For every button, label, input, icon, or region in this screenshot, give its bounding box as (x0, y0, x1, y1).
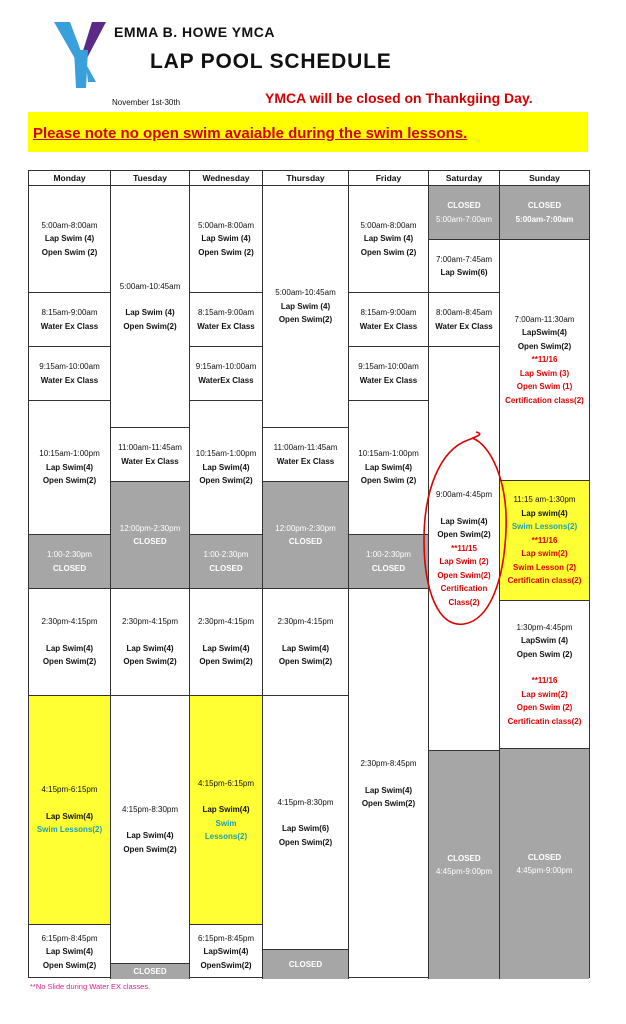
schedule-cell: 7:00am-7:45am Lap Swim(6) (429, 240, 499, 293)
schedule-cell: 2:30pm-8:45pm Lap Swim(4) Open Swim(2) (360, 759, 417, 809)
schedule-cell: 10:15am-1:00pm Lap Swim(4) Open Swim (2) (349, 401, 428, 535)
day-header-thursday: Thursday (263, 171, 348, 186)
schedule-cell: 1:30pm-4:45pm LapSwim (4) Open Swim (2) **11/16 Lap swim(2) Open Swim (2) Certificatin class(2) (500, 601, 589, 749)
schedule-cell: 4:15pm-8:30pm Lap Swim(4) Open Swim(2) (111, 696, 189, 964)
swim-lessons-cell: 11:15 am-1:30pm Lap swim(4) Swim Lessons(2) **11/16 Lap swim(2) Swim Lesson (2) Certificatin class(2) (500, 481, 589, 601)
schedule-cell: 2:30pm-4:15pm Lap Swim(4) Open Swim(2) (190, 589, 262, 696)
closed-cell: CLOSED 4:45pm-9:00pm (429, 751, 499, 979)
column-friday (349, 171, 429, 979)
day-header-friday: Friday (349, 171, 428, 186)
schedule-cell: 2:30pm-4:15pm Lap Swim(4) Open Swim(2) (263, 589, 348, 696)
day-header-sunday: Sunday (500, 171, 589, 186)
schedule-cell: 9:15am-10:00am Water Ex Class (29, 347, 110, 401)
schedule-cell: 2:30pm-4:15pm Lap Swim(4) Open Swim(2) (111, 589, 189, 696)
schedule-cell: 10:15am-1:00pm Lap Swim(4) Open Swim(2) (190, 401, 262, 535)
closed-cell: CLOSED (263, 950, 348, 979)
schedule-cell: 7:00am-11:30am LapSwim(4) Open Swim(2) **11/16 Lap Swim (3) Open Swim (1) Certification class(2) (500, 240, 589, 481)
closed-cell: CLOSED 5:00am-7:00am (429, 186, 499, 240)
column-monday (29, 171, 111, 979)
schedule-cell: 2:30pm-4:15pm Lap Swim(4) Open Swim(2) (29, 589, 110, 696)
notice-banner-text: Please note no open swim avaiable during the swim lessons. (33, 125, 468, 142)
schedule-cell: 5:00am-10:45am Lap Swim (4) Open Swim(2) (263, 186, 348, 428)
schedule-cell: 5:00am-8:00am Lap Swim (4) Open Swim (2) (29, 186, 110, 293)
schedule-cell: 9:15am-10:00am Water Ex Class (349, 347, 428, 401)
day-header-wednesday: Wednesday (190, 171, 262, 186)
closed-cell: 12:00pm-2:30pm CLOSED (111, 482, 189, 589)
footnote: **No Slide during Water EX classes. (30, 982, 151, 991)
closed-cell: 1:00-2:30pm CLOSED (190, 535, 262, 589)
ymca-logo-icon (52, 20, 108, 90)
schedule-cell: 5:00am-10:45am Lap Swim (4) Open Swim(2) (111, 186, 189, 428)
schedule-cell: 8:15am-9:00am Water Ex Class (190, 293, 262, 347)
closed-cell: CLOSED 4:45pm-9:00pm (500, 749, 589, 979)
schedule-cell: 8:15am-9:00am Water Ex Class (29, 293, 110, 347)
schedule-cell: 9:15am-10:00am WaterEx Class (190, 347, 262, 401)
swim-lessons-cell: 4:15pm-6:15pm Lap Swim(4) Swim Lessons(2) (190, 696, 262, 925)
closed-cell: CLOSED (111, 964, 189, 979)
closed-cell: 1:00-2:30pm CLOSED (349, 535, 428, 589)
column-tuesday (111, 171, 190, 979)
page-title: LAP POOL SCHEDULE (150, 50, 392, 73)
org-name: EMMA B. HOWE YMCA (114, 24, 275, 40)
date-range: November 1st-30th (112, 98, 181, 107)
schedule-cell: 4:15pm-8:30pm Lap Swim(6) Open Swim(2) (263, 696, 348, 950)
schedule-cell: 11:00am-11:45am Water Ex Class (263, 428, 348, 482)
closure-notice: YMCA will be closed on Thankgiing Day. (265, 90, 533, 106)
schedule-cell: 9:00am-4:45pm Lap Swim(4) Open Swim(2) **11/15 Lap Swim (2) Open Swim(2) Certification Class(2) (429, 347, 499, 751)
day-header-monday: Monday (29, 171, 110, 186)
swim-lessons-cell: 4:15pm-6:15pm Lap Swim(4) Swim Lessons(2) (29, 696, 110, 925)
schedule-cell: 8:15am-9:00am Water Ex Class (349, 293, 428, 347)
closed-cell: 1:00-2:30pm CLOSED (29, 535, 110, 589)
day-header-tuesday: Tuesday (111, 171, 189, 186)
column-thursday (263, 171, 349, 979)
schedule-cell: 11:00am-11:45am Water Ex Class (111, 428, 189, 482)
day-header-saturday: Saturday (429, 171, 499, 186)
closed-cell: CLOSED 5:00am-7:00am (500, 186, 589, 240)
column-wednesday (190, 171, 263, 979)
schedule-cell: 10:15am-1:00pm Lap Swim(4) Open Swim(2) (29, 401, 110, 535)
schedule-cell: 8:00am-8:45am Water Ex Class (429, 293, 499, 347)
schedule-cell: 5:00am-8:00am Lap Swim (4) Open Swim (2) (190, 186, 262, 293)
handdrawn-circle-annotation (420, 430, 514, 630)
closed-cell: 12:00pm-2:30pm CLOSED (263, 482, 348, 589)
schedule-cell: 5:00am-8:00am Lap Swim (4) Open Swim (2) (349, 186, 428, 293)
notice-banner (28, 112, 588, 152)
schedule-cell: 6:15pm-8:45pm LapSwim(4) OpenSwim(2) (197, 933, 255, 970)
schedule-cell: 6:15pm-8:45pm Lap Swim(4) Open Swim(2) (41, 933, 98, 970)
